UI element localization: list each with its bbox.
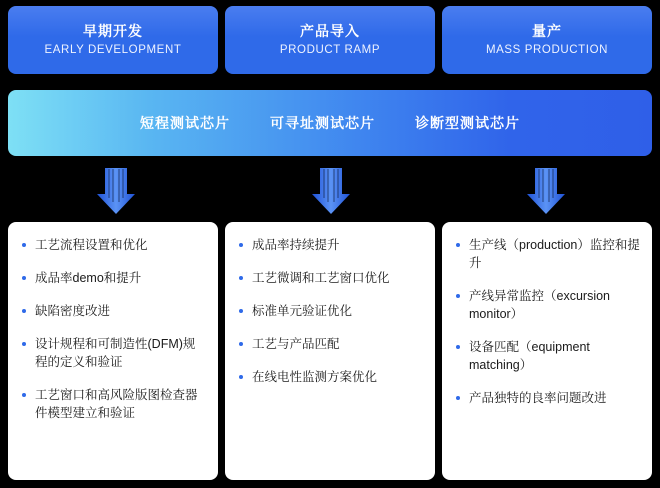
list-item: 工艺窗口和高风险版图检查器件模型建立和验证 [20,386,206,422]
phase-title-cn: 量产 [532,23,562,39]
list-item: 工艺流程设置和优化 [20,236,206,254]
list-item: 工艺微调和工艺窗口优化 [237,269,423,287]
band-item-diagnostic: 诊断型测试芯片 [415,115,520,131]
detail-card-row [8,222,652,480]
detail-card-product-ramp [225,222,435,480]
band-item-short-loop: 短程测试芯片 [140,115,230,131]
list-item: 产线异常监控（excursion monitor） [454,287,640,323]
phase-title-en: PRODUCT RAMP [279,44,381,56]
phase-card-early-development[interactable] [8,6,218,74]
phase-title-en: EARLY DEVELOPMENT [44,44,182,56]
phase-title-cn: 产品导入 [300,23,360,39]
detail-list [454,236,640,407]
list-item: 产品独特的良率问题改进 [454,389,640,407]
down-arrow-icon-1 [93,168,139,214]
list-item: 缺陷密度改进 [20,302,206,320]
phase-title-cn: 早期开发 [83,23,143,39]
list-item: 在线电性监测方案优化 [237,368,423,386]
down-arrow-icon-3 [523,168,569,214]
phase-header-row [8,6,652,74]
list-item: 标准单元验证优化 [237,302,423,320]
detail-list [20,236,206,422]
list-item: 成品率demo和提升 [20,269,206,287]
list-item: 工艺与产品匹配 [237,335,423,353]
band-item-addressable: 可寻址测试芯片 [270,115,375,131]
list-item: 设备匹配（equipment matching） [454,338,640,374]
detail-card-early-development [8,222,218,480]
phase-card-product-ramp[interactable] [225,6,435,74]
phase-card-mass-production[interactable] [442,6,652,74]
list-item: 生产线（production）监控和提升 [454,236,640,272]
detail-list [237,236,423,386]
list-item: 成品率持续提升 [237,236,423,254]
down-arrow-icon-2 [308,168,354,214]
arrow-row [8,168,652,216]
detail-card-mass-production [442,222,652,480]
test-chip-band [8,90,652,156]
phase-title-en: MASS PRODUCTION [485,44,609,56]
list-item: 设计规程和可制造性(DFM)规程的定义和验证 [20,335,206,371]
